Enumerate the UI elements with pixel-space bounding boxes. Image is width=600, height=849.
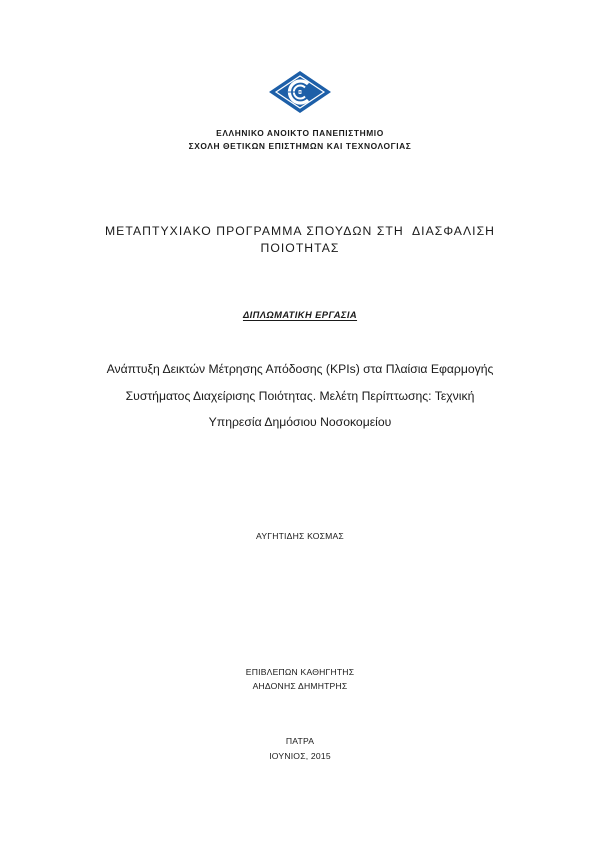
- program-title-line: ΠΟΙΟΤΗΤΑΣ: [260, 241, 340, 255]
- city: ΠΑΤΡΑ: [285, 736, 315, 746]
- university-logo-icon: [268, 70, 332, 114]
- thesis-title-line: Υπηρεσία Δημόσιου Νοσοκομείου: [208, 415, 392, 429]
- program-title-line: ΜΕΤΑΠΤΥΧΙΑΚΟ ΠΡΟΓΡΑΜΜΑ ΣΠΟΥΔΩΝ ΣΤΗ ΔΙΑΣΦΑΛΙΣΗ: [104, 224, 496, 238]
- thesis-title-line: Συστήματος Διαχείρισης Ποιότητας. Μελέτη Περίπτωσης: Τεχνική: [125, 388, 475, 403]
- author-name: ΑΥΓΗΤΙΔΗΣ ΚΟΣΜΑΣ: [256, 531, 344, 541]
- program-title: [90, 223, 510, 257]
- school-name: ΣΧΟΛΗ ΘΕΤΙΚΩΝ ΕΠΙΣΤΗΜΩΝ ΚΑΙ ΤΕΧΝΟΛΟΓΙΑΣ: [188, 140, 412, 151]
- place-date-block: [0, 734, 600, 763]
- university-name: ΕΛΛΗΝΙΚΟ ΑΝΟΙΚΤΟ ΠΑΝΕΠΙΣΤΗΜΙΟ: [216, 128, 384, 138]
- date: ΙΟΥΝΙΟΣ, 2015: [269, 750, 331, 761]
- thesis-label: [0, 309, 600, 320]
- supervisor-block: [0, 666, 600, 693]
- thesis-label-text: ΔΙΠΛΩΜΑΤΙΚΗ ΕΡΓΑΣΙΑ: [242, 309, 358, 320]
- thesis-title: [70, 356, 530, 436]
- thesis-title-line: Ανάπτυξη Δεικτών Μέτρησης Απόδοσης (KPIs) στα Πλαίσια Εφαρμογής: [106, 362, 494, 376]
- university-header: [0, 127, 600, 152]
- supervisor-name: ΑΗΔΟΝΗΣ ΔΗΜΗΤΡΗΣ: [252, 680, 348, 691]
- supervisor-role: ΕΠΙΒΛΕΠΩΝ ΚΑΘΗΓΗΤΗΣ: [245, 667, 355, 677]
